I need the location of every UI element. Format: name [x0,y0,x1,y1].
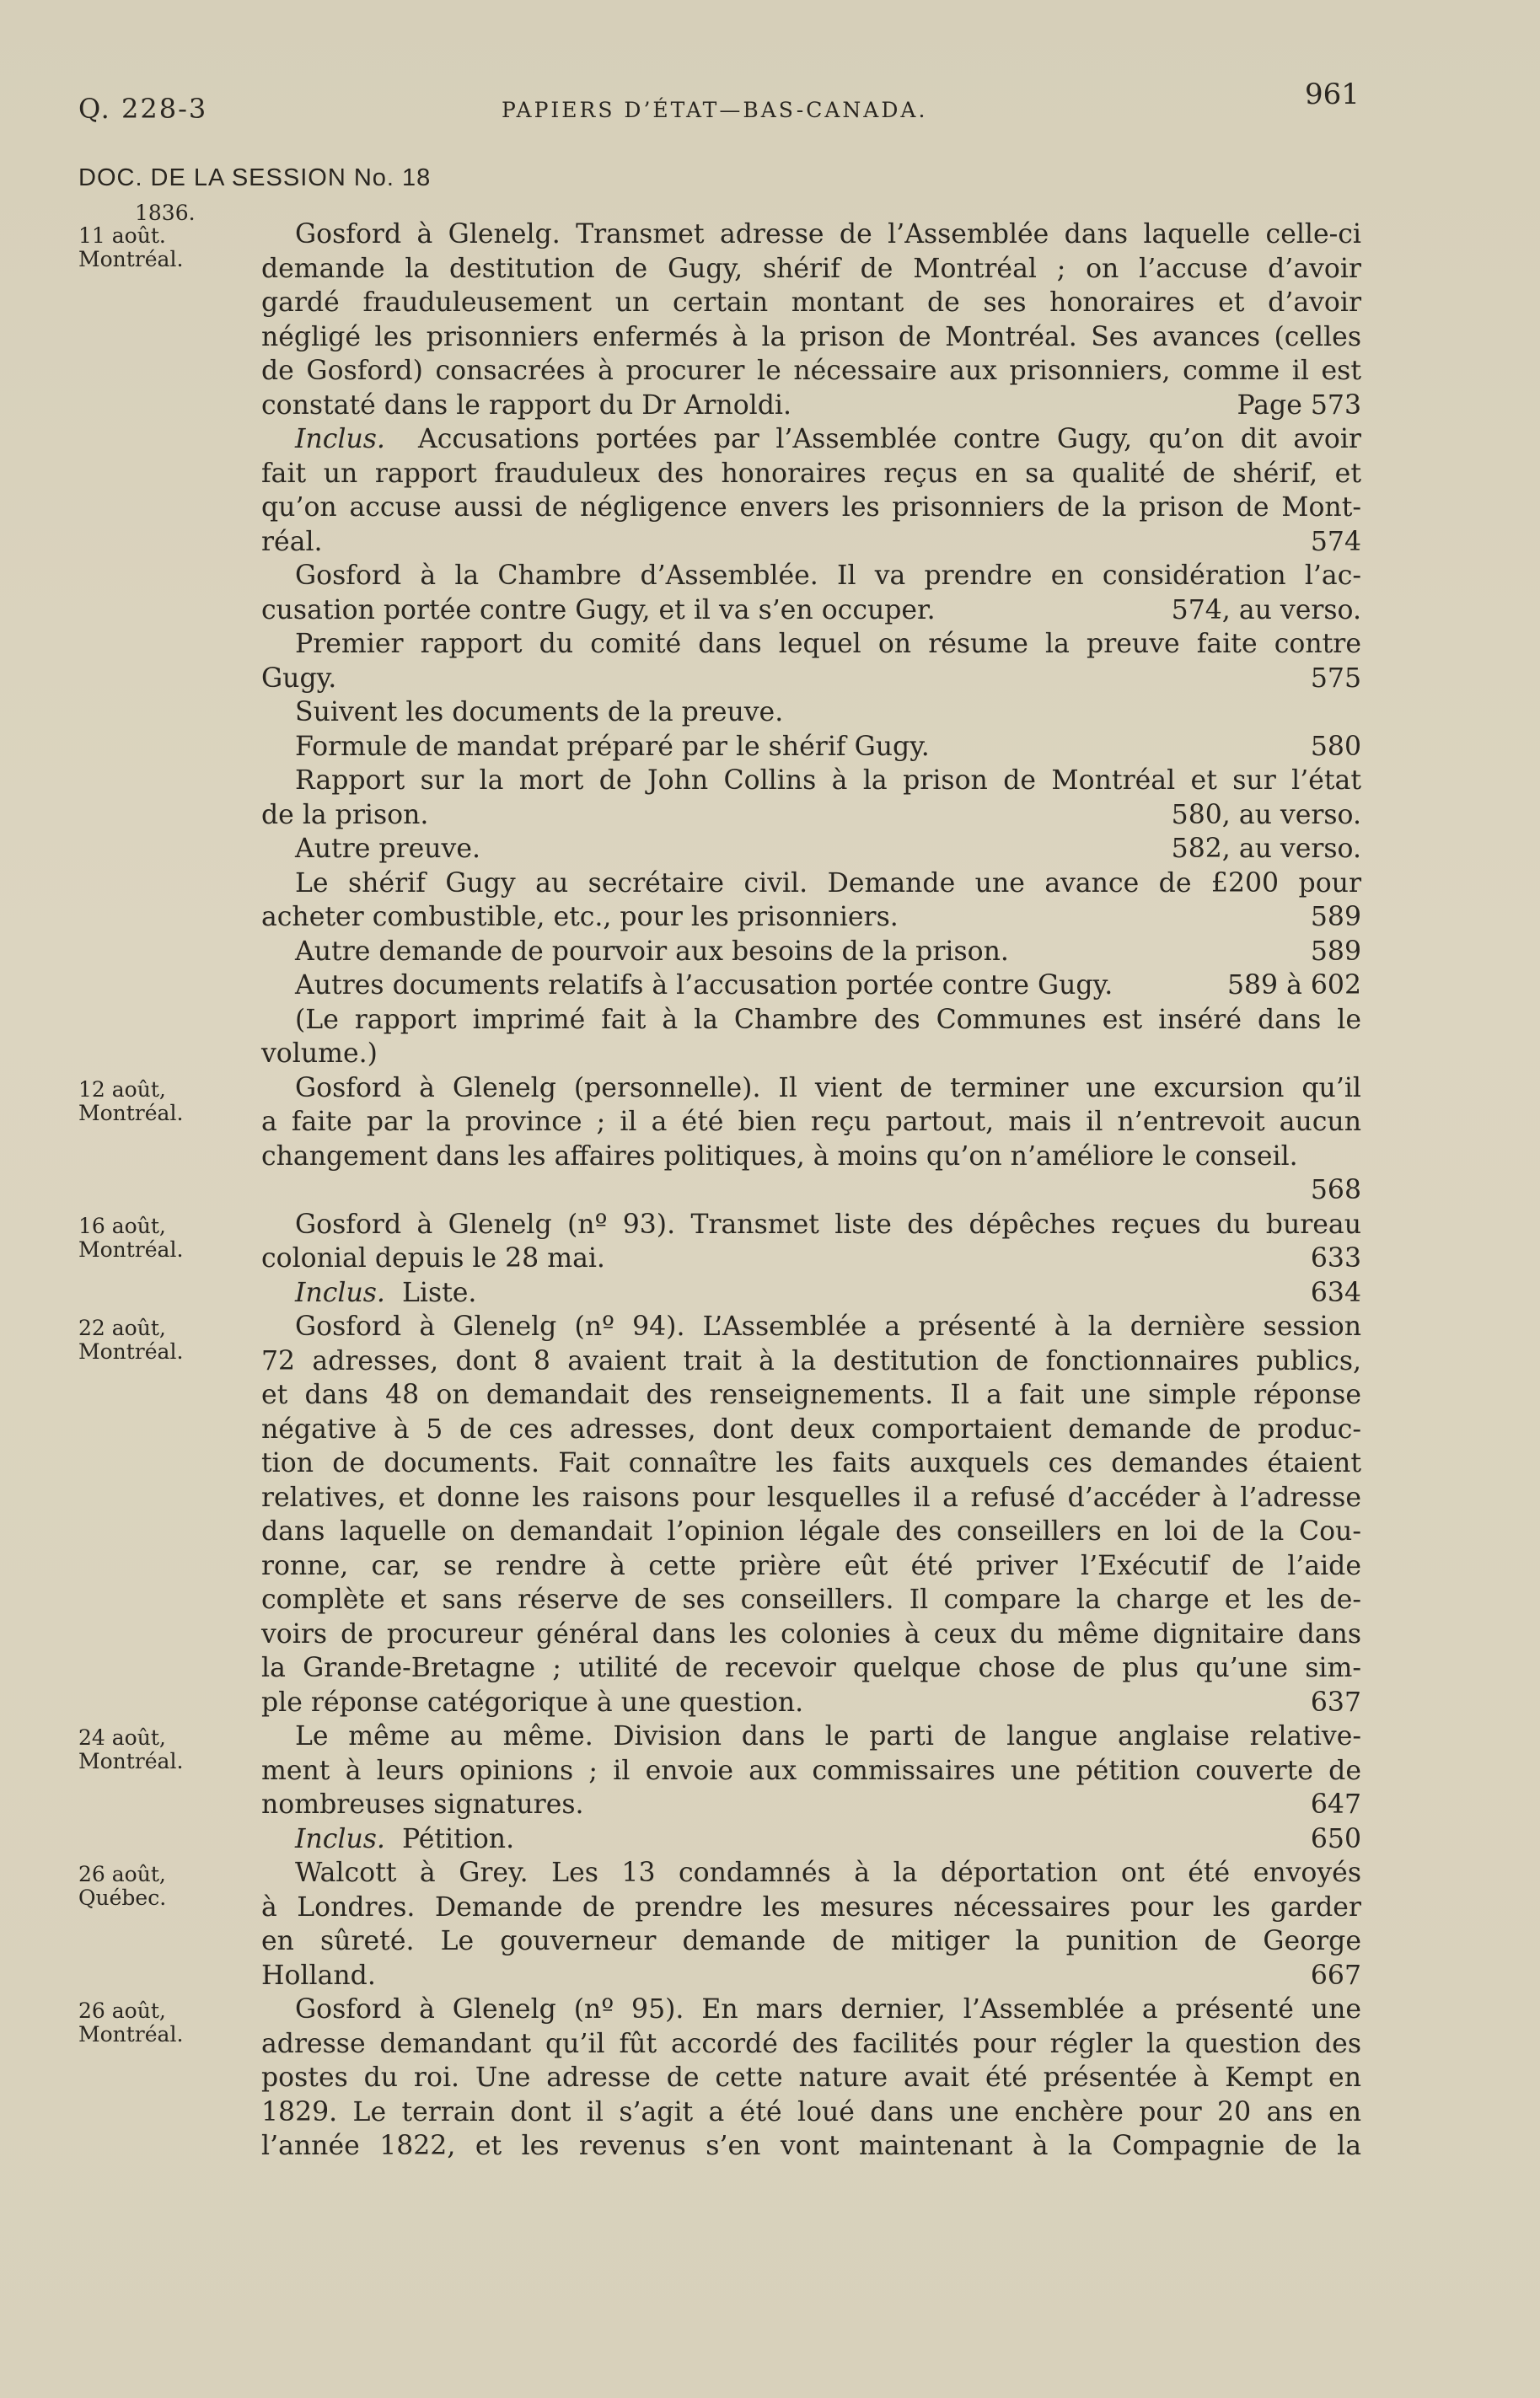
archive-reference: Q. 228-3 [78,93,208,125]
entry-line [261,1788,1361,1822]
entry-line [261,968,1361,1003]
entry-line [261,2095,1361,2130]
entry-line [261,1481,1361,1516]
entry-date [78,1726,183,1773]
entry-line [261,1583,1361,1617]
entry-date [78,1078,183,1125]
entry-line [261,1651,1361,1686]
entry-text: dans laquelle on demandait l’opinion légale des conseillers en loi de la Cou- [261,1516,1361,1547]
entry-date-place: Montréal. [78,247,184,271]
entry-text: Le même au même. Division dans le parti de langue anglaise relative- [295,1721,1361,1752]
page-reference: 637 [1310,1687,1361,1718]
entry-text: Autre preuve. [295,834,481,864]
entry-date [78,224,183,271]
entry-line [261,1413,1361,1447]
entry-line [261,320,1361,355]
entry-text: gardé frauduleusement un certain montant de ses honoraires et d’avoir [261,287,1361,318]
entry-line [261,1891,1361,1925]
entry-text: l’année 1822, et les revenus s’en vont maintenant à la Compagnie de la [261,2131,1361,2161]
entry-line [261,1310,1361,1344]
entry-line [261,1617,1361,1652]
entry-text: Pétition. [401,1823,515,1854]
entry-line [261,593,1361,628]
entry-date-place: Montréal. [78,1100,184,1125]
entry-text: cusation portée contre Gugy, et il va s’en occuper. [261,594,936,625]
entry-text: 1829. Le terrain dont il s’agit a été loué dans une enchère pour 20 ans en [261,2096,1361,2127]
page-reference: 582, au verso. [1171,834,1361,864]
entry-text: Gosford à Glenelg (nº 94). L’Assemblée a présenté à la dernière session [295,1312,1361,1342]
entry-line [261,1344,1361,1379]
entry [261,968,1361,1003]
entry-line [261,525,1361,560]
entry [261,1993,1361,2164]
entry-line [261,1003,1361,1038]
entry-text: (Le rapport imprimé fait à la Chambre des Communes est inséré dans le [295,1004,1361,1035]
entry-text: Gosford à Glenelg. Transmet adresse de l’Assemblée dans laquelle celle-ci [295,219,1361,249]
entry-date-place: Montréal. [78,1237,184,1262]
page-reference: 575 [1310,663,1361,694]
entry-line [261,627,1361,662]
entry-text: Autre demande de pourvoir aux besoins de la prison. [295,936,1009,967]
running-title: PAPIERS D’ÉTAT—BAS-CANADA. [502,98,928,122]
entry-line [261,730,1361,764]
entry [261,1822,1361,1857]
entry-line [261,866,1361,901]
entry-line [261,1754,1361,1789]
page-reference: 574, au verso. [1171,594,1361,625]
entry-text: Formule de mandat préparé par le shérif Gugy. [295,731,930,762]
entry-text: Suivent les documents de la preuve. [295,697,784,727]
entry-date [78,1215,183,1262]
entry-date-day: 11 août. [78,223,166,248]
entry-text: Gugy. [261,663,337,694]
page-reference: 634 [1310,1277,1361,1308]
entry [261,1071,1361,1208]
entry-text: tion de documents. Fait connaître les faits auxquels ces demandes étaient [261,1448,1361,1478]
entry-date [78,1317,183,1364]
entry-line [261,900,1361,935]
entry-text: Gosford à Glenelg (personnelle). Il vient de terminer une excursion qu’il [295,1072,1361,1103]
entry-text: la Grande-Bretagne ; utilité de recevoir quelque chose de plus qu’une sim- [261,1653,1361,1683]
entry-text: a faite par la province ; il a été bien reçu partout, mais il n’entrevoit aucun [261,1107,1361,1137]
entry-text: de la prison. [261,799,429,830]
entry [261,1208,1361,1276]
entry-line [261,559,1361,593]
page-reference: 574 [1310,526,1361,557]
entry-text: qu’on accuse aussi de négligence envers les prisonniers de la prison de Mont- [261,492,1361,523]
entry-date-day: 22 août, [78,1316,166,1340]
entry-date [78,1863,166,1910]
entry-text: changement dans les affaires politiques, à moins qu’on n’améliore le conseil. [261,1140,1298,1172]
entry-line [261,1515,1361,1549]
entry-text: ple réponse catégorique à une question. [261,1687,804,1718]
entry-line [261,832,1361,866]
entry-line [261,1071,1361,1106]
entry-line [261,1959,1361,1993]
inclus-label: Inclus. [295,1823,385,1854]
entry [261,935,1361,969]
entry-line [261,1686,1361,1720]
entry [261,422,1361,559]
entry [261,1856,1361,1993]
entry [261,695,1361,730]
entry-text: complète et sans réserve de ses conseillers. Il compare la charge et les de- [261,1585,1361,1615]
entry-text: Gosford à Glenelg (nº 95). En mars dernier, l’Assemblée a présenté une [295,1994,1361,2025]
entry-line [261,1856,1361,1891]
entry-line [261,217,1361,252]
entry-line [261,662,1361,696]
entry-line [261,1719,1361,1754]
entry-text: Le shérif Gugy au secrétaire civil. Demande une avance de £200 pour [295,867,1361,899]
entry-line [261,422,1361,457]
entry-text: Walcott à Grey. Les 13 condamnés à la déportation ont été envoyés [295,1858,1361,1888]
entry-text: et dans 48 on demandait des renseignements. Il a fait une simple réponse [261,1380,1361,1410]
page-reference: 647 [1310,1789,1361,1820]
entry [261,1719,1361,1822]
entry-text: à Londres. Demande de prendre les mesures nécessaires pour les garder [261,1891,1361,1923]
entry-date-place: Montréal. [78,1749,184,1773]
page-reference: 633 [1310,1243,1361,1274]
page-reference: 580, au verso. [1171,799,1361,830]
entry-line [261,354,1361,389]
entry-text: Gosford à Glenelg (nº 93). Transmet liste des dépêches reçues du bureau [295,1209,1361,1240]
entry-text: en sûreté. Le gouverneur demande de mitiger la punition de George [261,1926,1361,1956]
entry-text: Premier rapport du comité dans lequel on résume la preuve faite contre [295,629,1361,659]
entry-line [261,1037,1361,1071]
entry-line [261,1924,1361,1959]
entry-line [261,2061,1361,2095]
entry-line [261,2129,1361,2164]
entry-text: fait un rapport frauduleux des honoraires reçus en sa qualité de shérif, et [261,458,1361,489]
page-reference: 589 à 602 [1226,970,1361,1001]
entry-line [261,935,1361,969]
inclus-label: Inclus. [295,424,385,454]
entry [261,1310,1361,1719]
entry-line [261,1822,1361,1857]
entry [261,1003,1361,1071]
entry-text: Liste. [401,1277,477,1308]
entry [261,217,1361,422]
page-reference: 589 [1310,936,1361,967]
entry-line [261,1105,1361,1140]
entry-line [261,1446,1361,1481]
entry-line [261,1242,1361,1276]
entry-line [261,252,1361,287]
entry [261,559,1361,627]
page-reference: Page 573 [1237,389,1361,421]
entry-text: Autres documents relatifs à l’accusation portée contre Gugy. [295,970,1113,1001]
entry-line [261,1276,1361,1311]
entry-text: Rapport sur la mort de John Collins à la prison de Montréal et sur l’état [295,765,1361,796]
entry-line [261,1140,1361,1174]
entry-text: voirs de procureur général dans les colonies à ceux du même dignitaire dans [261,1618,1361,1650]
entry-text: négligé les prisonniers enfermés à la prison de Montréal. Ses avances (celles [261,321,1361,352]
entry-date-place: Montréal. [78,1339,184,1364]
entry-text: acheter combustible, etc., pour les prisonniers. [261,902,899,932]
entry-date-place: Montréal. [78,2022,184,2047]
entry-line [261,457,1361,491]
page-reference: 580 [1310,731,1361,762]
entry-line [261,1549,1361,1584]
entry-text: ment à leurs opinions ; il envoie aux commissaires une pétition couverte de [261,1755,1361,1786]
entry-line [261,2027,1361,2062]
page-reference: 667 [1310,1960,1361,1991]
entry-line [261,1208,1361,1242]
entry-date-place: Québec. [78,1886,167,1910]
entry [261,730,1361,764]
entry [261,1276,1361,1311]
inclus-label: Inclus. [295,1277,385,1308]
entry-line [261,695,1361,730]
page-number: 961 [1305,78,1360,111]
entry-text: réal. [261,526,323,557]
entry-text: colonial depuis le 28 mai. [261,1243,605,1274]
entry-text: nombreuses signatures. [261,1789,584,1820]
entry-line [261,491,1361,525]
entry-line [261,764,1361,798]
entry-text: constaté dans le rapport du Dr Arnoldi. [261,389,791,421]
entry-text: Gosford à la Chambre d’Assemblée. Il va prendre en considération l’ac- [295,561,1361,591]
entry-text: volume.) [261,1038,378,1069]
entry [261,764,1361,832]
entry-text: relatives, et donne les raisons pour lesquelles il a refusé d’accéder à l’adresse [261,1482,1361,1513]
entry-line [261,389,1361,423]
entry [261,832,1361,866]
entry-text: Holland. [261,1960,376,1991]
page-reference: 568 [1310,1175,1361,1205]
year-label: 1836. [135,201,196,225]
entry-text: adresse demandant qu’il fût accordé des facilités pour régler la question des [261,2028,1361,2059]
entry [261,866,1361,935]
entry [261,627,1361,695]
entry-text: négative à 5 de ces adresses, dont deux comportaient demande de produc- [261,1414,1361,1445]
entry-line [261,1378,1361,1413]
entry-date-day: 16 août, [78,1213,166,1238]
entry-date-day: 26 août, [78,1998,166,2023]
entry-date-day: 26 août, [78,1862,166,1886]
entry-text: demande la destitution de Gugy, shérif de Montréal ; on l’accuse d’avoir [261,253,1361,284]
entry-date [78,1999,183,2047]
entry-line [261,1993,1361,2027]
session-label: DOC. DE LA SESSION No. 18 [78,164,432,191]
entry-text: 72 adresses, dont 8 avaient trait à la destitution de fonctionnaires publics, [261,1345,1361,1376]
page-reference: 589 [1310,902,1361,932]
entry-line [261,286,1361,320]
entry-text: ronne, car, se rendre à cette prière eût été priver l’Exécutif de l’aide [261,1550,1361,1581]
entry-text: de Gosford) consacrées à procurer le nécessaire aux prisonniers, comme il est [261,356,1361,386]
entry-text: Accusations portées par l’Assemblée contre Gugy, qu’on dit avoir [418,424,1361,454]
entry-line [261,798,1361,833]
entry-date-day: 24 août, [78,1725,166,1750]
entry-date-day: 12 août, [78,1076,166,1102]
page-reference: 650 [1310,1823,1361,1854]
entry-text: postes du roi. Une adresse de cette nature avait été présentée à Kempt en [261,2063,1361,2093]
